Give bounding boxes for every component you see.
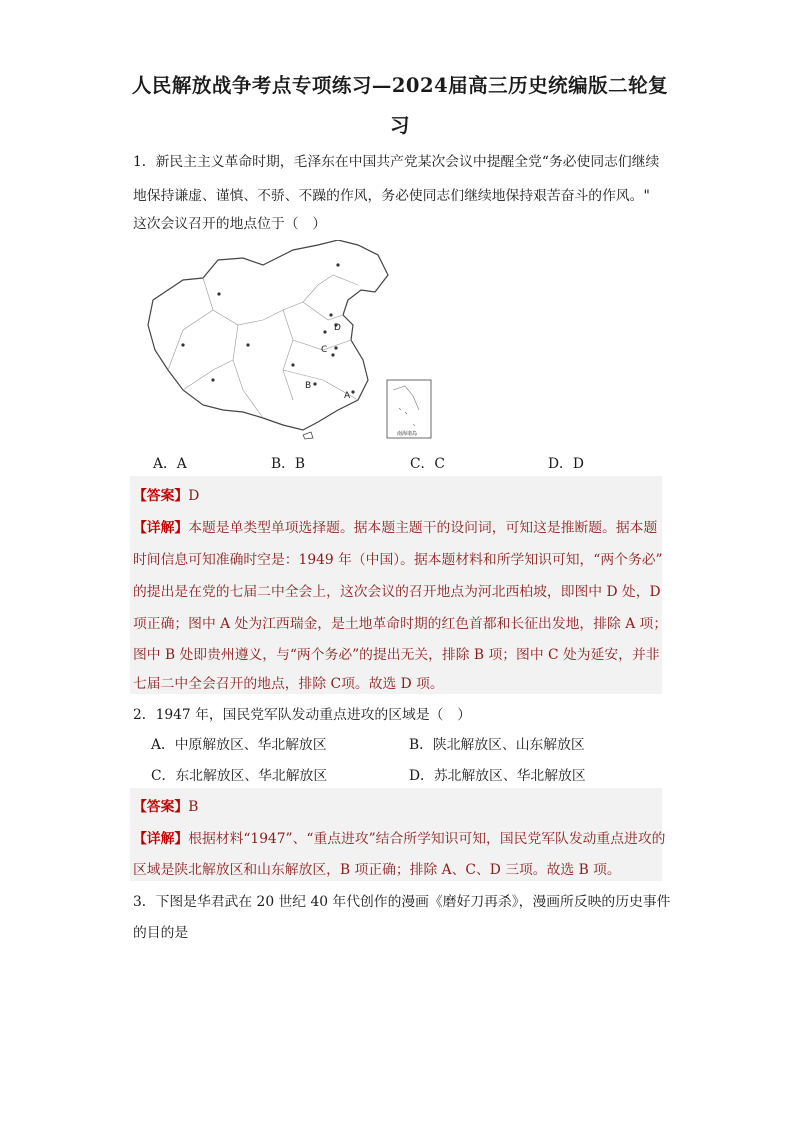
- map-label-a: A: [344, 391, 351, 401]
- q1-option-d: D．D: [548, 456, 584, 472]
- q1-detail-line-2: 时间信息可知准确时空是：1949 年（中国）。据本题材料和所学知识可知，“两个务必”: [133, 552, 663, 568]
- q1-detail-line-6: 七届二中全会召开的地点，排除 C项。故选 D 项。: [133, 676, 444, 692]
- map-dot: [334, 346, 337, 349]
- map-label-d: D: [334, 323, 341, 333]
- q1-stem-line-2: 地保持谦虚、谨慎、不骄、不躁的作风，务必使同志们继续地保持艰苦奋斗的作风。": [133, 188, 650, 204]
- china-map: [143, 240, 435, 440]
- inset-caption: 南海诸岛: [397, 431, 418, 437]
- map-dot: [351, 390, 354, 393]
- q2-option-d: D．苏北解放区、华北解放区: [409, 768, 586, 784]
- q2-detail-line-1: 【详解】根据材料“1947”、“重点进攻”结合所学知识可知，国民党军队发动重点进攻的: [133, 831, 666, 847]
- map-dot: [217, 292, 220, 295]
- map-label-b: B: [305, 381, 312, 391]
- map-label-c: C: [321, 345, 328, 355]
- province-lines: [168, 275, 358, 418]
- q1-detail-tag: 【详解】: [133, 520, 189, 536]
- q1-detail-line-3: 的提出是在党的七届二中全会上，这次会议的召开地点为河北西柏坡，即图中 D 处，D: [133, 584, 661, 600]
- q1-stem-line-1: 1．新民主主义革命时期，毛泽东在中国共产党某次会议中提醒全党“务必使同志们继续: [133, 154, 660, 170]
- map-dot: [336, 263, 339, 266]
- map-dot: [181, 343, 184, 346]
- map-dot: [313, 382, 316, 385]
- q1-detail-line-1: 【详解】本题是单类型单项选择题。据本题主题干的设问词，可知这是推断题。据本题: [133, 520, 658, 536]
- q1-option-a: A．A: [153, 456, 187, 472]
- q2-detail-tag: 【详解】: [133, 831, 189, 847]
- q2-answer-line: [133, 795, 198, 815]
- q1-stem-line-3: 这次会议召开的地点位于（ ）: [133, 216, 327, 232]
- map-dot: [246, 343, 249, 346]
- document-title-continued: 习: [389, 114, 410, 137]
- q1-detail-line-5: 图中 B 处即贵州遵义，与“两个务必”的提出无关，排除 B 项；图中 C 处为延安，并非: [133, 647, 660, 663]
- q1-answer-tag: 【答案】: [133, 488, 189, 504]
- map-dot: [211, 378, 214, 381]
- map-dot: [323, 330, 326, 333]
- south-china-sea-inset: [387, 380, 431, 438]
- q2-stem: 2．1947 年，国民党军队发动重点进攻的区域是（ ）: [133, 707, 472, 723]
- map-dot: [291, 363, 294, 366]
- q1-option-c: C．C: [410, 456, 445, 472]
- q3-stem-line-2: 的目的是: [133, 925, 189, 941]
- q2-detail-line-2: 区域是陕北解放区和山东解放区，B 项正确；排除 A、C、D 三项。故选 B 项。: [133, 862, 621, 878]
- document-title: 人民解放战争考点专项练习—2024届高三历史统编版二轮复: [131, 74, 669, 97]
- q1-option-b: B．B: [271, 456, 306, 472]
- q2-answer-tag: 【答案】: [133, 799, 189, 815]
- china-outline: [148, 240, 388, 430]
- q3-stem-line-1: 3．下图是华君武在 20 世纪 40 年代创作的漫画《磨好刀再杀》，漫画所反映的历史事件: [133, 894, 671, 910]
- q1-answer-value: D: [188, 488, 200, 504]
- map-dot: [331, 353, 334, 356]
- map-dot: [329, 313, 332, 316]
- q1-answer-line: [133, 484, 199, 504]
- q2-option-c: C．东北解放区、华北解放区: [151, 768, 328, 784]
- q2-option-a: A．中原解放区、华北解放区: [151, 737, 327, 753]
- q1-detail-line-4: 项正确；图中 A 处为江西瑞金，是土地革命时期的红色首都和长征出发地，排除 A 项；: [133, 616, 668, 632]
- q2-answer-value: B: [188, 799, 199, 815]
- hainan-island: [303, 432, 313, 439]
- q2-option-b: B．陕北解放区、山东解放区: [409, 737, 585, 753]
